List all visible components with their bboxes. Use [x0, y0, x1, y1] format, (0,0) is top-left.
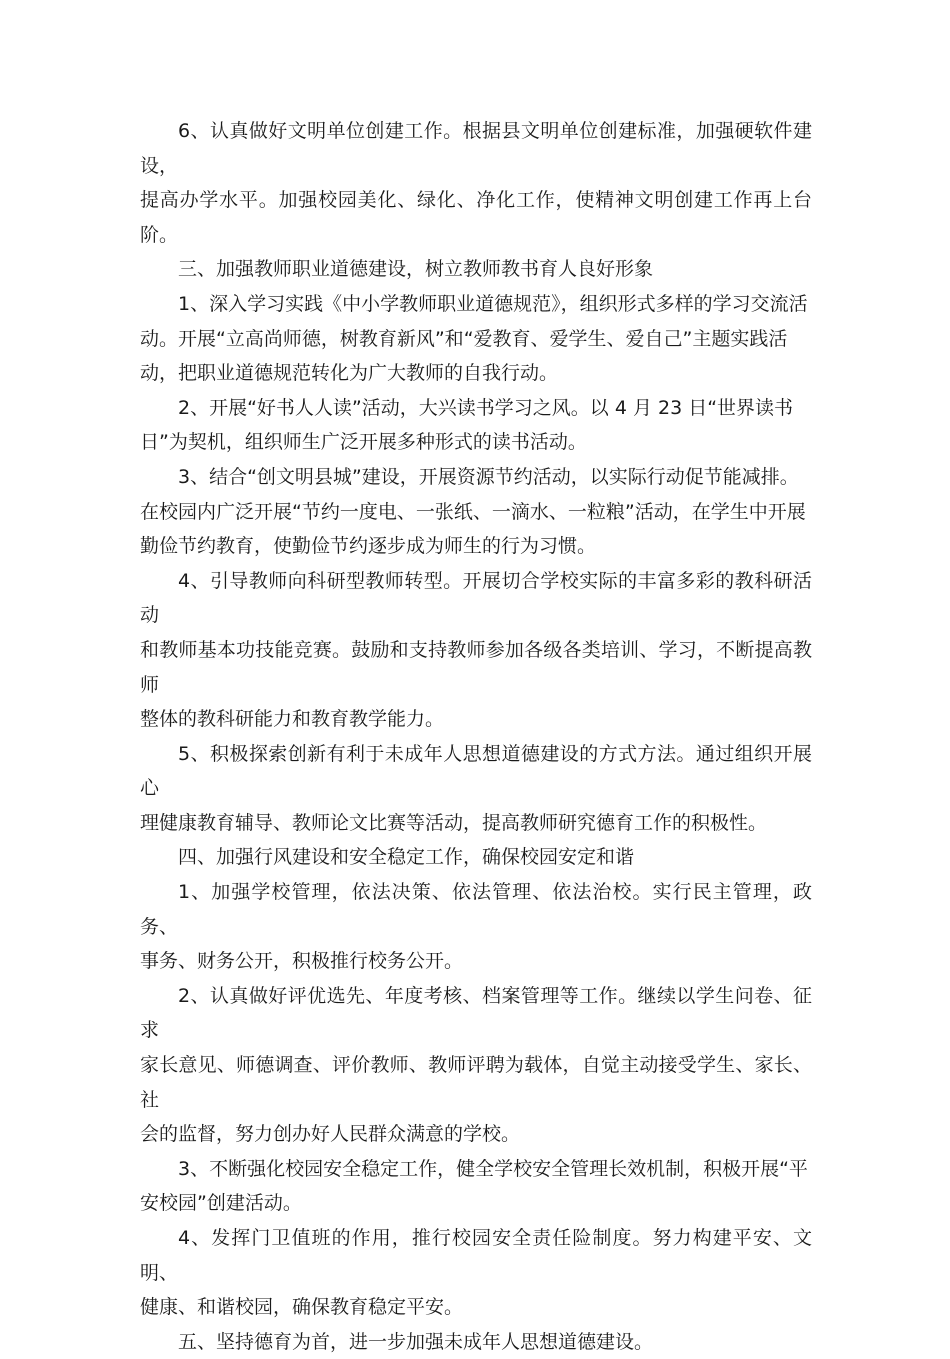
document-body — [140, 114, 812, 1359]
paragraph-campus-safety: 3、不断强化校园安全稳定工作，健全学校安全管理长效机制，积极开展“平 安校园”创建活动。 — [140, 1157, 808, 1215]
section-heading-4: 四、加强行风建设和安全稳定工作，确保校园安定和谐 — [178, 846, 635, 869]
paragraph-gate-guard: 4、发挥门卫值班的作用，推行校园安全责任险制度。努力构建平安、文明、 健康、和谐校园，确保教育稳定平安。 — [140, 1227, 812, 1319]
paragraph-moral-methods: 5、积极探索创新有利于未成年人思想道德建设的方式方法。通过组织开展心 理健康教育辅导、教师论文比赛等活动，提高教师研究德育工作的积极性。 — [140, 742, 812, 834]
paragraph-evaluation: 2、认真做好评优选先、年度考核、档案管理等工作。继续以学生问卷、征求 家长意见、师德调查、评价教师、教师评聘为载体，自觉主动接受学生、家长、社 会的监督，努力创办好人民群众满意的学校。 — [140, 984, 812, 1146]
section-heading-3: 三、加强教师职业道德建设，树立教师教书育人良好形象 — [178, 258, 654, 281]
paragraph-civilized-unit: 6、认真做好文明单位创建工作。根据县文明单位创建标准，加强硬软件建设， 提高办学水平。加强校园美化、绿化、净化工作，使精神文明创建工作再上台阶。 — [140, 120, 812, 246]
paragraph-school-management: 1、加强学校管理，依法决策、依法管理、依法治校。实行民主管理，政务、 事务、财务公开，积极推行校务公开。 — [140, 881, 812, 973]
paragraph-resource-saving: 3、结合“创文明县城”建设，开展资源节约活动，以实际行动促节能减排。 在校园内广泛开展“节约一度电、一张纸、一滴水、一粒粮”活动，在学生中开展 勤俭节约教育，使勤俭节约逐步成为师生的行为习惯。 — [140, 465, 806, 558]
paragraph-research-teacher: 4、引导教师向科研型教师转型。开展切合学校实际的丰富多彩的教科研活动 和教师基本功技能竞赛。鼓励和支持教师参加各级各类培训、学习，不断提高教师 整体的教科研能力和教育教学能力。 — [140, 569, 812, 731]
section-heading-5: 五、坚持德育为首，进一步加强未成年人思想道德建设。 — [178, 1330, 654, 1353]
paragraph-reading-activity: 2、开展“好书人人读”活动，大兴读书学习之风。以 4 月 23 日“世界读书 日”为契机，组织师生广泛开展多种形式的读书活动。 — [140, 396, 794, 454]
paragraph-ethics-study: 1、深入学习实践《中小学教师职业道德规范》，组织形式多样的学习交流活 动。开展“立高尚师德，树教育新风”和“爱教育、爱学生、爱自己”主题实践活 动，把职业道德规范转化为广大教师的自我行动。 — [140, 292, 808, 385]
